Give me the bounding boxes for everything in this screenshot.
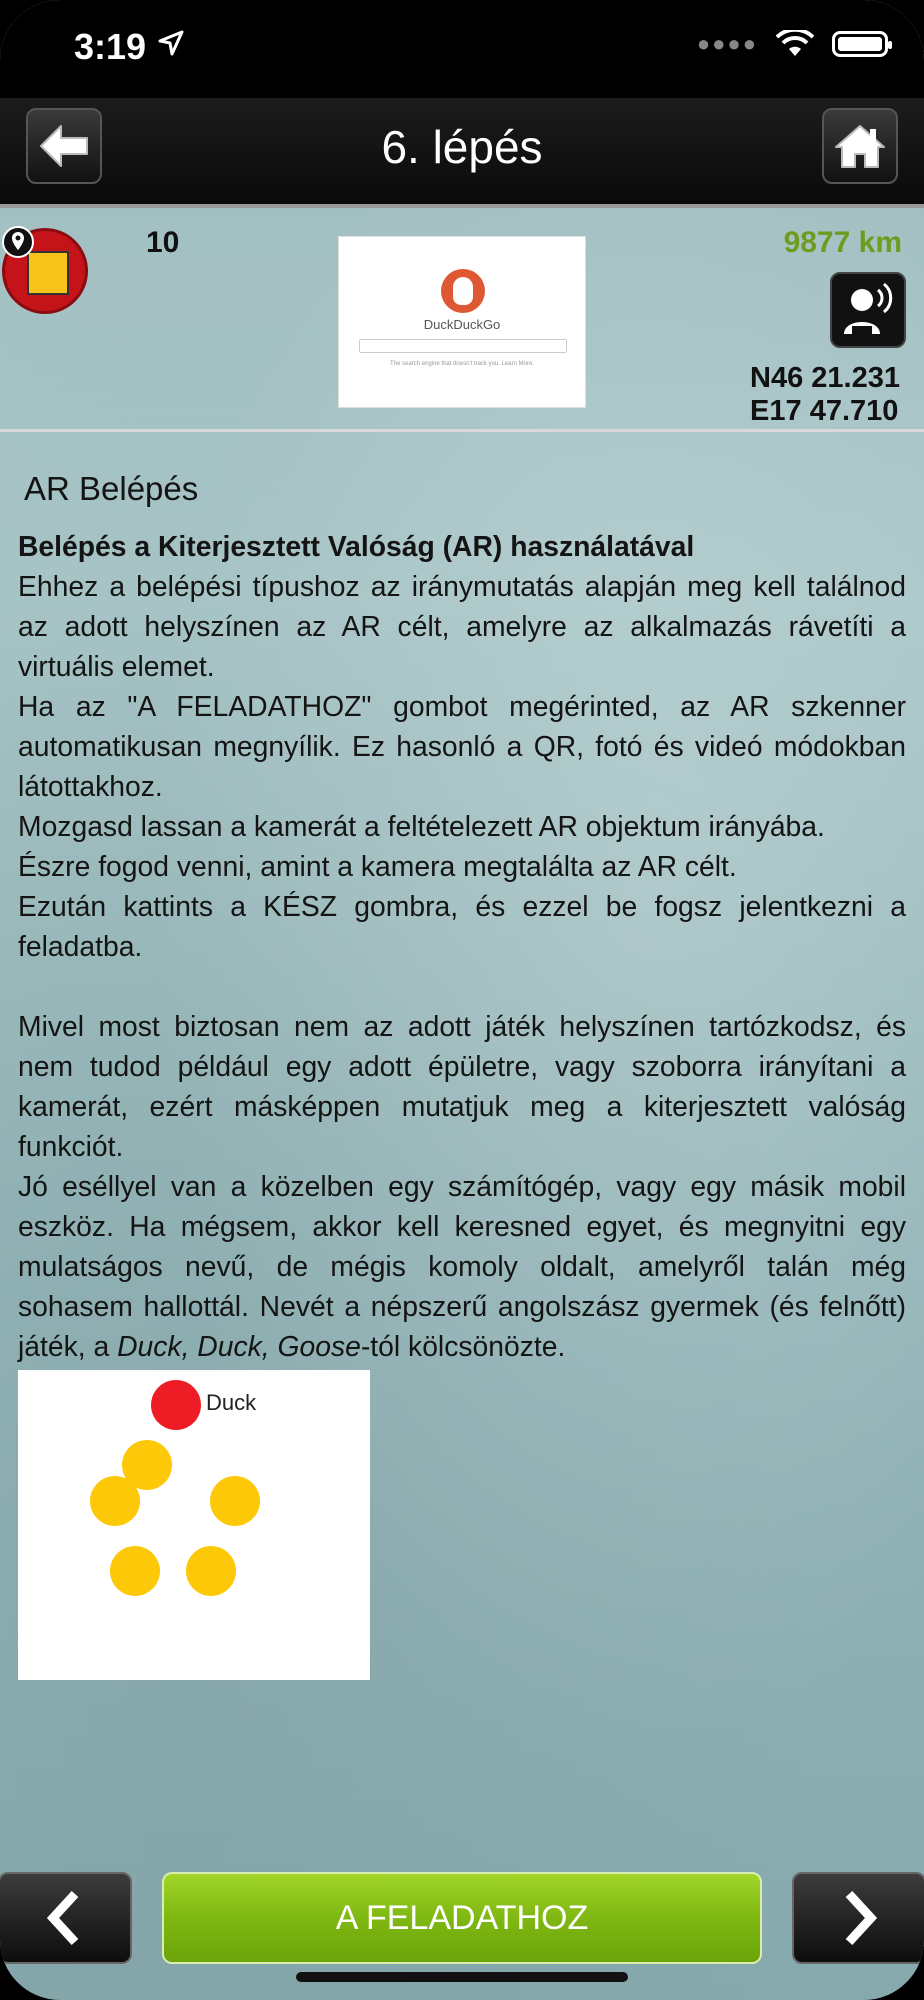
step-content — [18, 470, 906, 1680]
thumbnail-search-box — [359, 339, 567, 353]
content-heading: Belépés a Kiterjesztett Valóság (AR) használatával — [18, 530, 695, 562]
home-icon — [834, 123, 886, 169]
red-dot — [151, 1380, 201, 1430]
duck-duck-goose-image — [18, 1370, 370, 1680]
content-paragraph: Mivel most biztosan nem az adott játék helyszínen tartózkodsz, és nem tudod például egy adott épületre, vagy szoborra irányítani a kamerát, ezért másképpen mutatjuk meg a kiterjesztett valóság funkciót. — [18, 1010, 906, 1162]
audio-guide-button[interactable] — [830, 272, 906, 348]
thumbnail-tagline: The search engine that doesn't track you. Learn More. — [390, 361, 534, 367]
status-bar — [0, 0, 924, 98]
next-step-button[interactable] — [792, 1872, 924, 1964]
map-pin-icon — [2, 226, 34, 258]
page-title: 6. lépés — [381, 121, 543, 173]
coordinates — [750, 362, 900, 428]
nav-bar — [0, 98, 924, 208]
content-paragraph: Jó eséllyel van a közelben egy számítógép, vagy egy másik mobil eszköz. Ha mégsem, akkor kell keresned egyet, és megnyitni egy mulatságos nevű, de mégis komoly oldalt, amelyről talán még sohasem hallottál. Nevét a népszerű angolszász gyermek (és felnőtt) játék, a Duck, Duck, Goose-tól kölcsönözte. — [18, 1170, 906, 1362]
yellow-dot — [186, 1546, 236, 1596]
signal-icon: ●●●● — [696, 31, 758, 56]
status-icons — [697, 30, 888, 58]
to-task-button[interactable]: A FELADATHOZ — [162, 1872, 762, 1964]
longitude: E17 47.710 — [750, 395, 899, 427]
wifi-icon — [776, 30, 814, 58]
home-button[interactable] — [822, 108, 898, 184]
duckduckgo-thumbnail[interactable] — [338, 236, 586, 408]
section-title: AR Belépés — [24, 470, 199, 507]
location-arrow-icon — [158, 30, 184, 61]
content-paragraph: Mozgasd lassan a kamerát a feltételezett AR objektum irányába. — [18, 810, 825, 842]
bottom-bar — [0, 1868, 924, 1968]
duckduckgo-logo-icon — [441, 269, 485, 313]
content-paragraph: Észre fogod venni, amint a kamera megtalálta az AR célt. — [18, 850, 737, 882]
yellow-dot — [90, 1476, 140, 1526]
step-counter: 10 — [146, 226, 180, 259]
chevron-left-icon — [43, 1890, 87, 1946]
status-time: 3:19 — [74, 26, 147, 67]
thumbnail-name: DuckDuckGo — [423, 317, 501, 332]
battery-icon — [832, 31, 888, 57]
content-paragraph: Ha az "A FELADATHOZ" gombot megérinted, az AR szkenner automatikusan megnyílik. Ez hasonló a QR, fotó és videó módokban látottakhoz. — [18, 690, 906, 802]
distance-readout: 9877 km — [783, 226, 902, 259]
content-paragraph: Ehhez a belépési típushoz az iránymutatás alapján meg kell találnod az adott helyszínen az AR célt, amelyre az alkalmazás rávetíti a virtuális elemet. — [18, 570, 906, 682]
content-paragraph: Ezután kattints a KÉSZ gombra, és ezzel be fogsz jelentkezni a feladatba. — [18, 890, 906, 962]
latitude: N46 21.231 — [750, 362, 900, 394]
step-info-strip — [0, 212, 924, 432]
notch — [228, 0, 696, 66]
home-indicator[interactable] — [296, 1972, 628, 1982]
chevron-right-icon — [837, 1890, 881, 1946]
yellow-dot — [110, 1546, 160, 1596]
speaking-person-icon — [832, 274, 904, 346]
previous-step-button[interactable] — [0, 1872, 132, 1964]
image-label: Duck — [206, 1390, 257, 1415]
yellow-dot — [210, 1476, 260, 1526]
